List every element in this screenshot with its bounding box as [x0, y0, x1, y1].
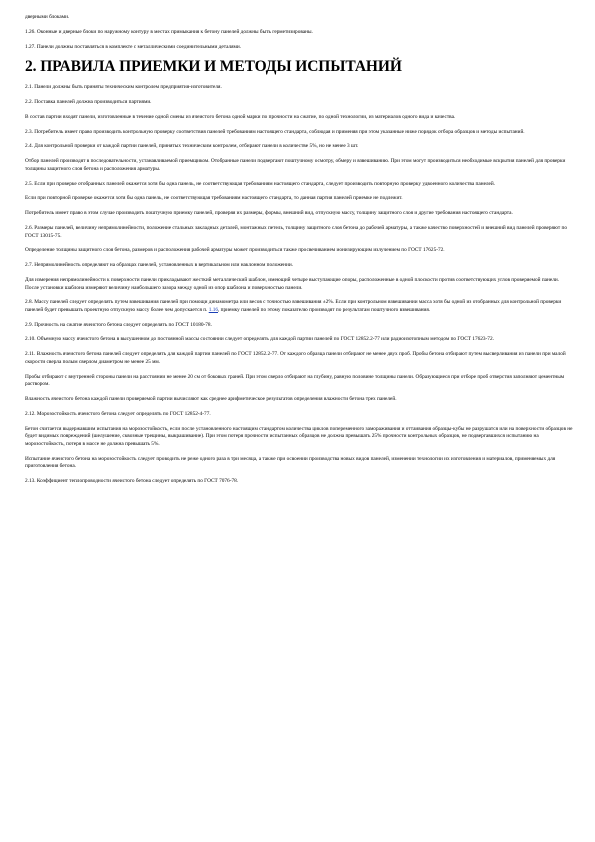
paragraph-flatness: Для измерения непрямолинейности к поверхности панели прикладывают жесткий металлический шаблон, имеющий четыре выступающие опоры, расположенные в одной плоскости против соответствующих углов проверяемой панели. После установки шаблона измеряют величину наибольшего зазора между одной из опор шаблона и поверхностью панели. [25, 276, 560, 291]
paragraph-2-10: 2.10. Объемную массу ячеистого бетона в высушенном до постоянной массы состоянии следует определять для каждой партии панелей по ГОСТ 12852.2-77 или радиоизотопным методом по ГОСТ 17623-72. [25, 336, 494, 343]
paragraph-2-7: 2.7. Непрямолинейность определяют на образцах панелей, установленных в вертикальном или наклонном положении. [25, 262, 293, 269]
section-heading: 2. ПРАВИЛА ПРИЕМКИ И МЕТОДЫ ИСПЫТАНИЙ [25, 58, 402, 76]
paragraph-2-1: 2.1. Панели должны быть приняты техническим контролем предприятия-изготовителя. [25, 84, 222, 91]
paragraph-consumer-right: Потребитель имеет право в этом случае производить поштучную приемку панелей, проверяя их размеры, формы, внешний вид, отпускную массу, толщину защитного слоя и другие требования настоящего стандарта. [25, 210, 513, 217]
paragraph-2-2: 2.2. Поставка панелей должна производиться партиями. [25, 99, 152, 106]
paragraph-2-3: 2.3. Потребитель имеет право производить контрольную проверку соответствия панелей требованиям настоящего стандарта, соблюдая и применяя при этом указанные ниже порядок отбора образцов и методы испытаний. [25, 128, 525, 135]
paragraph-2-11: 2.11. Влажность ячеистого бетона панелей следует определять для каждой партии панелей по ГОСТ 12852.2-77. От каждого образца панели отбирают не менее двух проб. Пробы бетона отбирают путем высверливания из панели при малой скорости сверла полым сверлом диаметром не менее 25 мм. [25, 351, 566, 365]
paragraph-thickness: Определение толщины защитного слоя бетона, размеров и расположения рабочей арматуры может производиться также просвечиванием ионизирующим излучением по ГОСТ 17625-72. [25, 247, 445, 254]
paragraph-selection: Отбор панелей производят в последовательности, устанавливаемой приемщиком. Отобранные панели подвергают поштучному осмотру, обмеру и взвешиванию. При этом могут производиться необходимые вскрытия панелей для проверки толщины защитного слоя бетона и расположения арматуры. [25, 158, 566, 172]
paragraph-2-6: 2.6. Размеры панелей, величину непрямолинейности, положение стальных закладных деталей, монтажных петель, толщину защитного слоя бетона до рабочей арматуры, а также качество поверхностей и внешний вид панелей проверяют по ГОСТ 13015-75. [25, 224, 567, 239]
paragraph-frost: Бетон считается выдержавшим испытания на морозостойкость, если после установленного настоящим стандартом количества циклов попеременного замораживания и оттаивания образцы-кубы не разрушатся или на поверхности образцов не будет видимых повреждений (шелушение, сквозные трещины, выкрашивание). При этом потеря прочности испытанных образцов не должна превышать 25% прочности контрольных образцов, не подвергавшихся испытанию на морозостойкость, потеря в массе не должна превышать 5%. [25, 425, 573, 447]
paragraph-batch: В состав партии входят панели, изготовленные в течение одной смены из ячеистого бетона одной марки по прочности на сжатие, по одной технологии, из материалов одного вида и качества. [25, 113, 456, 120]
paragraph-2-8 [25, 299, 573, 314]
paragraph-2-9: 2.9. Прочность на сжатие ячеистого бетона следует определять по ГОСТ 10180-78. [25, 321, 212, 328]
clause-1-16-link[interactable]: 1.16 [208, 306, 218, 313]
paragraph-top-fragment: дверными блоками. [25, 14, 70, 20]
paragraph-2-12: 2.12. Морозостойкость ячеистого бетона следует определять по ГОСТ 12852-4-77. [25, 410, 211, 417]
paragraph-1-27: 1.27. Панели должны поставляться в комплекте с металлическими соединительными деталями. [25, 43, 242, 50]
paragraph-2-8-text-b: , приемку панелей по этому показателю производят по результатам поштучного взвешивания. [218, 306, 431, 313]
paragraph-2-4: 2.4. Для контрольной проверки от каждой партии панелей, принятых техническим контролем, отбирают панели в количестве 5%, но не менее 3 шт. [25, 143, 359, 150]
paragraph-2-13: 2.13. Коэффициент теплопроводности ячеистого бетона следует определять по ГОСТ 7076-78. [25, 477, 239, 484]
paragraph-repeat-check: Если при повторной проверке окажется хотя бы одна панель, не соответствующая требованиям настоящего стандарта, то данная партия панелей приемке не подлежит. [25, 195, 403, 202]
paragraph-1-26: 1.26. Оконные и дверные блоки по наружному контуру в местах примыкания к бетону панелей должны быть герметизированы. [25, 28, 313, 35]
paragraph-2-8-text-a: 2.8. Массу панелей следует определять путем взвешивания панелей при помощи динамометра или весов с точностью взвешивания ±2%. Если при контрольном взвешивании масса хотя бы одной из отобранных для контрольной проверки панелей будет превышать проектную отпускную массу более чем допускается п. [25, 299, 562, 313]
paragraph-samples: Пробы отбирают с внутренней стороны панели на расстоянии не менее 20 см от боковых граней. При этом сверло отбирают на глубину, равную половине толщины панели. Образующиеся при отборе проб отверстия заполняют цементным раствором. [25, 373, 565, 388]
paragraph-testing: Испытание ячеистого бетона на морозостойкость следует проводить не реже одного раза в три месяца, а также при освоении производства новых видов панелей, изменении технологии их изготовления и материалов, применяемых для приготовления бетона. [25, 455, 556, 470]
paragraph-humidity: Влажность ячеистого бетона каждой панели проверяемой партии вычисляют как среднее арифметическое результатов определения влажности бетона трех панелей. [25, 395, 397, 402]
paragraph-2-5: 2.5. Если при проверке отобранных панелей окажется хотя бы одна панель, не соответствующая требованиям настоящего стандарта, следует производить повторную проверку удвоенного количества панелей. [25, 180, 496, 187]
